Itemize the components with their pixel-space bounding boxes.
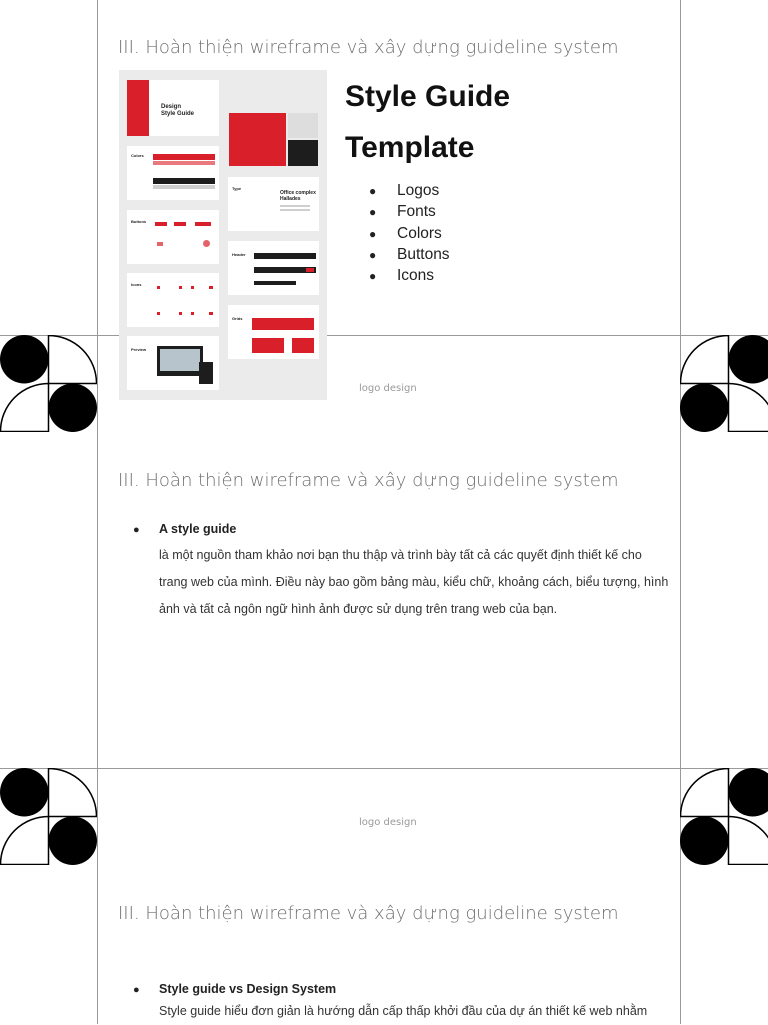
slide-3-bullet-heading: ● Style guide vs Design System: [133, 979, 673, 999]
slide-2-bullet-heading: ● A style guide: [133, 519, 673, 539]
thumb-icons-card: Icons: [127, 273, 219, 327]
thumb-colors-card: Colors: [127, 146, 219, 200]
list-item-buttons: ● Buttons: [369, 244, 450, 265]
left-margin-line: [97, 0, 98, 1024]
slide-1-title: III. Hoàn thiện wireframe và xây dựng guideline system: [118, 37, 618, 58]
slide-2-paragraph: là một nguồn tham khảo nơi bạn thu thập và trình bày tất cả các quyết định thiết kế cho trang web của mình. Điều này bao gồm bảng màu, kiểu chữ, khoảng cách, biểu tượng, hình ảnh và tất cả ngôn ngữ hình ảnh được sử dụng trên trang web của bạn.: [133, 542, 673, 623]
thumb-grids-card: Grids: [228, 305, 319, 359]
thumb-red-tile: [229, 113, 286, 166]
thumb-dark-tile: [288, 140, 318, 166]
geometric-decoration-left-1: [0, 335, 97, 432]
right-margin-line: [680, 0, 681, 1024]
geometric-decoration-right-1: [680, 335, 768, 432]
slide-3-title: III. Hoàn thiện wireframe và xây dựng guideline system: [118, 903, 618, 924]
slide-3-content: [133, 979, 673, 1025]
geometric-decoration-left-2: [0, 768, 97, 865]
slide-divider-2: [0, 768, 768, 769]
slide-2-title: III. Hoàn thiện wireframe và xây dựng guideline system: [118, 470, 618, 491]
slide-1-heading-line-1: Style Guide: [345, 80, 510, 114]
slide-1-heading-line-2: Template: [345, 131, 474, 165]
thumb-header-card: Header: [228, 241, 319, 295]
list-item-icons: ● Icons: [369, 265, 450, 286]
list-item-colors: ● Colors: [369, 223, 450, 244]
list-item-fonts: ● Fonts: [369, 201, 450, 222]
thumb-cover-card: [127, 80, 219, 136]
style-guide-list: [369, 180, 450, 286]
slide-2-content: [133, 519, 673, 623]
thumb-buttons-card: Buttons: [127, 210, 219, 264]
slide-divider-1: [0, 335, 768, 336]
thumb-type-card: Type Office complex Hallades: [228, 177, 319, 231]
slide-1-footer: logo design: [359, 383, 417, 394]
thumb-preview-card: Preview: [127, 336, 219, 390]
style-guide-thumbnail: [119, 70, 327, 400]
geometric-decoration-right-2: [680, 768, 768, 865]
slide-3-footer: logo design: [359, 817, 417, 828]
list-item-logos: ● Logos: [369, 180, 450, 201]
slide-3-paragraph: Style guide hiểu đơn giản là hướng dẫn cấp thấp khởi đầu của dự án thiết kế web nhằm: [133, 998, 673, 1025]
thumb-cover-title: Design Style Guide: [161, 104, 194, 118]
